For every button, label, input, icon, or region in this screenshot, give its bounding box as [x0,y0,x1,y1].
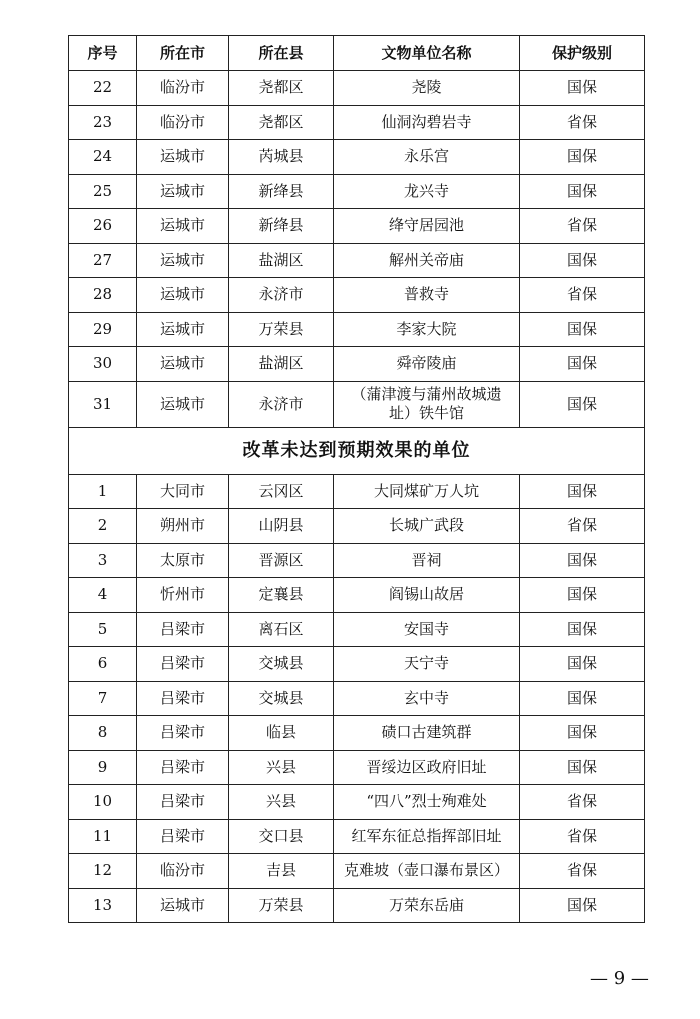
cell-city: 运城市 [137,381,229,427]
cell-county: 云冈区 [229,474,334,509]
cell-city: 吕梁市 [137,716,229,751]
cell-index: 27 [69,243,137,278]
header-county: 所在县 [229,36,334,71]
table-row [69,209,645,244]
cell-county: 新绛县 [229,209,334,244]
cell-index: 30 [69,347,137,382]
cell-index: 25 [69,174,137,209]
cell-county: 永济市 [229,381,334,427]
cell-site-name: 舜帝陵庙 [334,347,520,382]
cell-protection-level: 省保 [520,854,645,889]
cell-site-name: 万荣东岳庙 [334,888,520,923]
cell-county: 永济市 [229,278,334,313]
cell-protection-level: 国保 [520,750,645,785]
cell-site-name: 李家大院 [334,312,520,347]
cell-city: 吕梁市 [137,647,229,682]
cell-site-name: 仙洞沟碧岩寺 [334,105,520,140]
cell-city: 吕梁市 [137,612,229,647]
cell-city: 运城市 [137,243,229,278]
cell-index: 2 [69,509,137,544]
cell-city: 临汾市 [137,71,229,106]
header-index: 序号 [69,36,137,71]
cell-site-name: 尧陵 [334,71,520,106]
cell-city: 吕梁市 [137,750,229,785]
cell-city: 运城市 [137,174,229,209]
cell-site-name: 晋祠 [334,543,520,578]
cell-protection-level: 国保 [520,381,645,427]
cell-site-name: 解州关帝庙 [334,243,520,278]
cell-city: 运城市 [137,347,229,382]
cell-city: 运城市 [137,312,229,347]
cell-protection-level: 省保 [520,209,645,244]
table-row [69,854,645,889]
table-row [69,647,645,682]
cell-county: 新绛县 [229,174,334,209]
cell-county: 晋源区 [229,543,334,578]
cell-county: 盐湖区 [229,243,334,278]
cell-site-name: 红军东征总指挥部旧址 [334,819,520,854]
table-row [69,347,645,382]
cell-index: 8 [69,716,137,751]
cell-site-name: 普救寺 [334,278,520,313]
cell-county: 山阴县 [229,509,334,544]
cell-protection-level: 国保 [520,140,645,175]
cell-county: 交口县 [229,819,334,854]
table-row [69,174,645,209]
cell-site-name: 永乐宫 [334,140,520,175]
cell-index: 6 [69,647,137,682]
table-row [69,105,645,140]
section-heading-row [69,427,645,474]
cell-city: 运城市 [137,278,229,313]
table-row [69,278,645,313]
table-row [69,888,645,923]
table-row [69,819,645,854]
table-row [69,612,645,647]
header-city: 所在市 [137,36,229,71]
header-site-name: 文物单位名称 [334,36,520,71]
cell-county: 兴县 [229,750,334,785]
cell-index: 22 [69,71,137,106]
table-row [69,578,645,613]
cell-protection-level: 省保 [520,105,645,140]
cell-index: 7 [69,681,137,716]
table-row [69,509,645,544]
cell-county: 吉县 [229,854,334,889]
cell-city: 大同市 [137,474,229,509]
cell-city: 忻州市 [137,578,229,613]
table-row [69,140,645,175]
cell-index: 26 [69,209,137,244]
cell-index: 4 [69,578,137,613]
section-title: 改革未达到预期效果的单位 [69,427,645,474]
cell-protection-level: 国保 [520,888,645,923]
cell-county: 尧都区 [229,105,334,140]
cell-county: 盐湖区 [229,347,334,382]
cell-site-name: 晋绥边区政府旧址 [334,750,520,785]
cell-index: 1 [69,474,137,509]
cell-site-name: 阎锡山故居 [334,578,520,613]
cell-site-name: （蒲津渡与蒲州故城遗址）铁牛馆 [334,381,520,427]
cell-county: 交城县 [229,681,334,716]
cell-city: 运城市 [137,140,229,175]
cell-index: 10 [69,785,137,820]
cell-protection-level: 国保 [520,347,645,382]
table-row [69,750,645,785]
cell-city: 吕梁市 [137,681,229,716]
heritage-table [68,35,645,923]
cell-index: 11 [69,819,137,854]
cell-site-name: 大同煤矿万人坑 [334,474,520,509]
cell-protection-level: 省保 [520,819,645,854]
cell-protection-level: 国保 [520,612,645,647]
cell-protection-level: 国保 [520,543,645,578]
cell-county: 离石区 [229,612,334,647]
cell-index: 23 [69,105,137,140]
cell-city: 临汾市 [137,105,229,140]
cell-county: 芮城县 [229,140,334,175]
table-row [69,681,645,716]
cell-city: 朔州市 [137,509,229,544]
cell-county: 临县 [229,716,334,751]
cell-city: 临汾市 [137,854,229,889]
cell-site-name: “四八”烈士殉难处 [334,785,520,820]
cell-site-name: 绛守居园池 [334,209,520,244]
cell-index: 9 [69,750,137,785]
cell-site-name: 龙兴寺 [334,174,520,209]
cell-protection-level: 国保 [520,312,645,347]
cell-index: 3 [69,543,137,578]
cell-index: 31 [69,381,137,427]
table-row [69,543,645,578]
cell-city: 吕梁市 [137,819,229,854]
table-row [69,71,645,106]
cell-index: 24 [69,140,137,175]
cell-protection-level: 国保 [520,474,645,509]
table-row [69,243,645,278]
table-row [69,716,645,751]
cell-county: 万荣县 [229,312,334,347]
table-row [69,785,645,820]
cell-protection-level: 国保 [520,174,645,209]
cell-index: 28 [69,278,137,313]
cell-city: 运城市 [137,209,229,244]
table-header-row [69,36,645,71]
cell-site-name: 长城广武段 [334,509,520,544]
cell-city: 太原市 [137,543,229,578]
page-number: — 9 — [590,968,649,989]
cell-county: 尧都区 [229,71,334,106]
cell-index: 29 [69,312,137,347]
cell-protection-level: 省保 [520,278,645,313]
table-row [69,312,645,347]
table-row [69,381,645,427]
table-row [69,474,645,509]
header-protection-level: 保护级别 [520,36,645,71]
cell-protection-level: 省保 [520,785,645,820]
cell-protection-level: 国保 [520,716,645,751]
cell-protection-level: 国保 [520,647,645,682]
cell-index: 5 [69,612,137,647]
cell-protection-level: 国保 [520,681,645,716]
cell-county: 定襄县 [229,578,334,613]
cell-site-name: 天宁寺 [334,647,520,682]
cell-protection-level: 国保 [520,71,645,106]
cell-site-name: 玄中寺 [334,681,520,716]
cell-site-name: 安国寺 [334,612,520,647]
cell-protection-level: 省保 [520,509,645,544]
cell-county: 万荣县 [229,888,334,923]
cell-protection-level: 国保 [520,578,645,613]
cell-index: 13 [69,888,137,923]
cell-city: 吕梁市 [137,785,229,820]
cell-site-name: 碛口古建筑群 [334,716,520,751]
cell-city: 运城市 [137,888,229,923]
cell-site-name: 克难坡（壶口瀑布景区） [334,854,520,889]
cell-index: 12 [69,854,137,889]
cell-county: 交城县 [229,647,334,682]
cell-county: 兴县 [229,785,334,820]
table-body [69,71,645,923]
cell-protection-level: 国保 [520,243,645,278]
